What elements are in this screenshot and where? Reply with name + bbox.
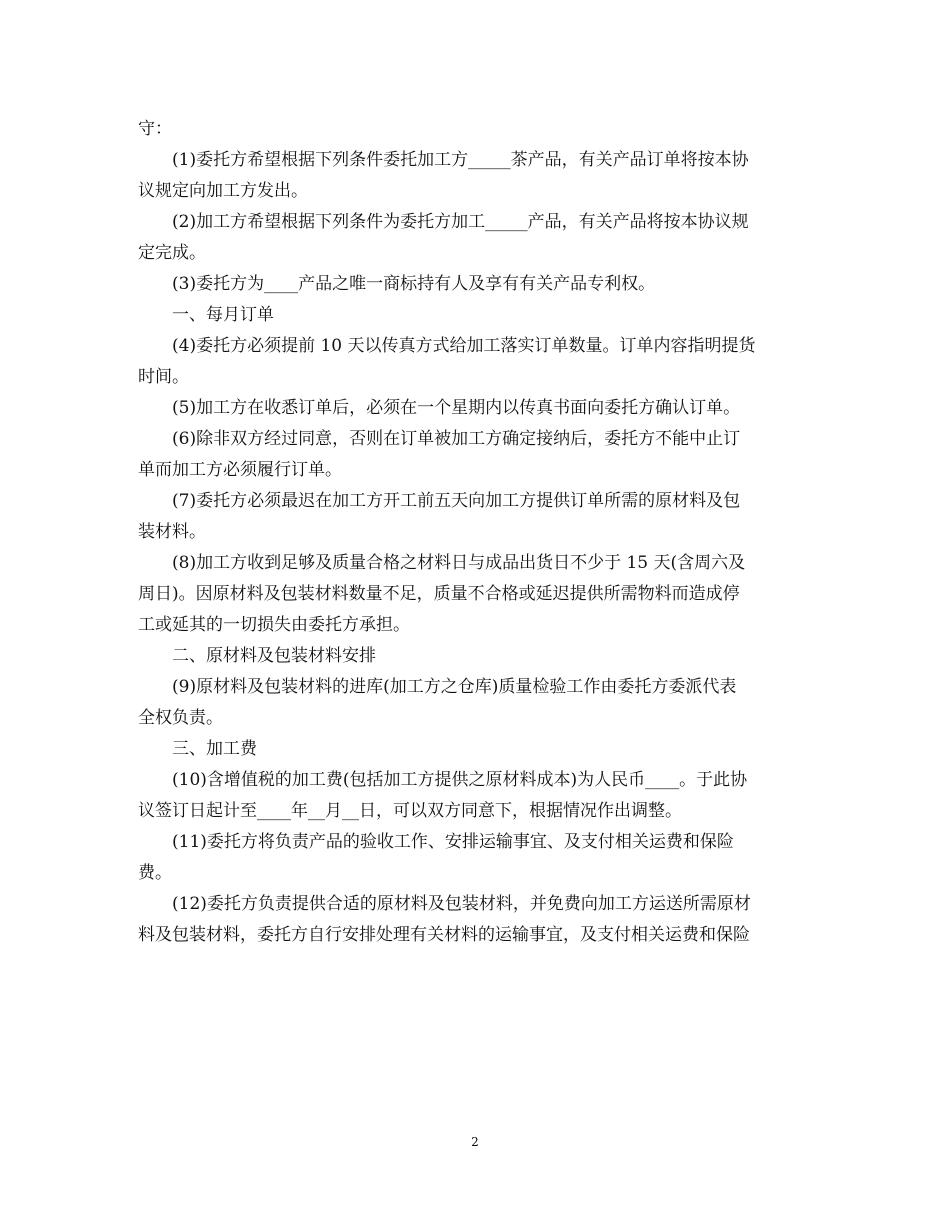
text-line: (10)含增值税的加工费(包括加工方提供之原材料成本)为人民币____。于此协 <box>172 770 748 790</box>
text-line: 料及包装材料，委托方自行安排处理有关材料的运输事宜，及支付相关运费和保险 <box>138 925 750 945</box>
text-line: 全权负责。 <box>138 708 223 728</box>
text-line: (3)委托方为____产品之唯一商标持有人及享有有关产品专利权。 <box>172 274 656 294</box>
text-line: 单而加工方必须履行订单。 <box>138 460 342 480</box>
text-line: (2)加工方希望根据下列条件为委托方加工_____产品，有关产品将按本协议规 <box>172 212 749 232</box>
text-line: (5)加工方在收悉订单后，必须在一个星期内以传真书面向委托方确认订单。 <box>172 398 741 418</box>
document-body <box>138 114 814 951</box>
text-line: 周日)。因原材料及包装材料数量不足，质量不合格或延迟提供所需物料而造成停 <box>138 584 740 604</box>
text-line: 议签订日起计至____年__月__日，可以双方同意下，根据情况作出调整。 <box>138 801 682 821</box>
text-line: (4)委托方必须提前 10 天以传真方式给加工落实订单数量。订单内容指明提货 <box>172 336 756 356</box>
text-line: 守： <box>138 119 172 139</box>
text-line: (11)委托方将负责产品的验收工作、安排运输事宜、及支付相关运费和保险 <box>172 832 734 852</box>
text-line: (9)原材料及包装材料的进库(加工方之仓库)质量检验工作由委托方委派代表 <box>172 677 737 697</box>
text-line: 议规定向加工方发出。 <box>138 181 308 201</box>
text-line: 装材料。 <box>138 522 206 542</box>
text-line: 时间。 <box>138 367 189 387</box>
section-heading: 三、加工费 <box>172 739 257 759</box>
text-line: (1)委托方希望根据下列条件委托加工方_____茶产品，有关产品订单将按本协 <box>172 150 749 170</box>
text-line: 费。 <box>138 863 172 883</box>
section-heading: 一、每月订单 <box>172 305 274 325</box>
text-line: 工或延其的一切损失由委托方承担。 <box>138 615 410 635</box>
text-line: (7)委托方必须最迟在加工方开工前五天向加工方提供订单所需的原材料及包 <box>172 491 741 511</box>
text-line: (8)加工方收到足够及质量合格之材料日与成品出货日不少于 15 天(含周六及 <box>172 553 746 573</box>
section-heading: 二、原材料及包装材料安排 <box>172 646 376 666</box>
text-line: 定完成。 <box>138 243 206 263</box>
page-number: 2 <box>471 1135 479 1149</box>
text-line: (12)委托方负责提供合适的原材料及包装材料，并免费向加工方运送所需原材 <box>172 894 751 914</box>
text-line: (6)除非双方经过同意，否则在订单被加工方确定接纳后，委托方不能中止订 <box>172 429 741 449</box>
